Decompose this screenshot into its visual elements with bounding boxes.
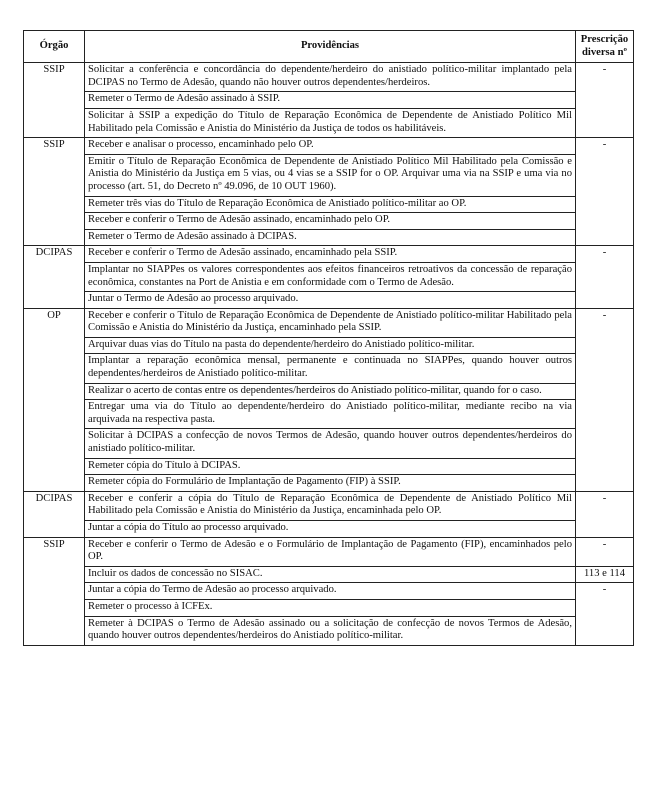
table-row bbox=[24, 599, 634, 616]
providencia-cell: Incluir os dados de concessão no SISAC. bbox=[85, 566, 576, 583]
providencia-cell: Emitir o Título de Reparação Econômica de Dependente de Anistiado Político Mil Habilitado pela Comissão e Anistia do Ministério da Justiça em 5 vias, ou 4 vias se a SSIP for o OP. Arquivar uma via na SSIP e uma via no processo (art. 51, do Decreto nº 49.096, de 10 OUT 1960). bbox=[85, 154, 576, 196]
table-row bbox=[24, 337, 634, 354]
table-row bbox=[24, 308, 634, 337]
providencia-cell: Remeter o processo à ICFEx. bbox=[85, 599, 576, 616]
table-row bbox=[24, 566, 634, 583]
org-cell: SSIP bbox=[24, 138, 85, 246]
providencia-cell: Implantar no SIAPPes os valores correspondentes aos efeitos financeiros retroativos da concessão de reparação econômica, constantes na Port de Anistia e em conformidade com o Termo de Adesão. bbox=[85, 262, 576, 291]
procedures-table bbox=[23, 30, 634, 646]
providencia-cell: Receber e conferir a cópia do Título de Reparação Econômica de Dependente de Anistiado Político Mil Habilitado pela Comissão e Anistia do Ministério da Justiça, encaminhada pelo OP. bbox=[85, 491, 576, 520]
providencia-cell: Solicitar à DCIPAS a confecção de novos Termos de Adesão, quando houver outros dependentes/herdeiros do anistiado político-militar. bbox=[85, 429, 576, 458]
providencia-cell: Remeter à DCIPAS o Termo de Adesão assinado ou a solicitação de confecção de novos Termos de Adesão, quando houver outros dependentes/herdeiros do Anistiado político-militar. bbox=[85, 616, 576, 645]
providencia-cell: Receber e conferir o Termo de Adesão assinado, encaminhado pela SSIP. bbox=[85, 246, 576, 263]
providencia-cell: Juntar a cópia do Título ao processo arquivado. bbox=[85, 521, 576, 538]
table-row bbox=[24, 196, 634, 213]
table-row bbox=[24, 63, 634, 92]
providencia-cell: Remeter três vias do Título de Reparação Econômica de Anistiado político-militar ao OP. bbox=[85, 196, 576, 213]
providencia-cell: Solicitar à SSIP a expedição do Título de Reparação Econômica de Dependente de Anistiado Político Mil Habilitado pela Comissão e Anistia do Ministério da Justiça de todos os habilitáveis. bbox=[85, 108, 576, 137]
providencia-cell: Receber e conferir o Termo de Adesão e o Formulário de Implantação de Pagamento (FIP), encaminhados pelo OP. bbox=[85, 537, 576, 566]
providencia-cell: Juntar o Termo de Adesão ao processo arquivado. bbox=[85, 292, 576, 309]
prescricao-cell: - bbox=[576, 583, 634, 645]
prescricao-cell: - bbox=[576, 138, 634, 246]
table-row bbox=[24, 292, 634, 309]
providencia-cell: Remeter cópia do Título à DCIPAS. bbox=[85, 458, 576, 475]
org-cell: DCIPAS bbox=[24, 491, 85, 537]
table-row bbox=[24, 537, 634, 566]
prescricao-cell: - bbox=[576, 308, 634, 491]
table-row bbox=[24, 383, 634, 400]
table-row bbox=[24, 108, 634, 137]
table-row bbox=[24, 521, 634, 538]
table-row bbox=[24, 400, 634, 429]
providencia-cell: Arquivar duas vias do Título na pasta do dependente/herdeiro do Anistiado político-militar. bbox=[85, 337, 576, 354]
table-row bbox=[24, 458, 634, 475]
table-row bbox=[24, 429, 634, 458]
header-providencias: Providências bbox=[85, 31, 576, 63]
org-cell: SSIP bbox=[24, 537, 85, 645]
table-row bbox=[24, 92, 634, 109]
prescricao-cell: - bbox=[576, 537, 634, 566]
table-row bbox=[24, 246, 634, 263]
org-cell: DCIPAS bbox=[24, 246, 85, 308]
table-row bbox=[24, 354, 634, 383]
providencia-cell: Juntar a cópia do Termo de Adesão ao processo arquivado. bbox=[85, 583, 576, 600]
table-row bbox=[24, 138, 634, 155]
providencia-cell: Entregar uma via do Título ao dependente/herdeiro do Anistiado político-militar, mediante recibo na via arquivada na respectiva pasta. bbox=[85, 400, 576, 429]
header-prescricao: Prescrição diversa nº bbox=[576, 31, 634, 63]
providencia-cell: Realizar o acerto de contas entre os dependentes/herdeiros do Anistiado político-militar, quando for o caso. bbox=[85, 383, 576, 400]
table-row bbox=[24, 262, 634, 291]
prescricao-cell: - bbox=[576, 491, 634, 537]
providencia-cell: Implantar a reparação econômica mensal, permanente e continuada no SIAPPes, quando houver outros dependentes/herdeiros de Anistiado político-militar. bbox=[85, 354, 576, 383]
providencia-cell: Receber e analisar o processo, encaminhado pelo OP. bbox=[85, 138, 576, 155]
providencia-cell: Remeter cópia do Formulário de Implantação de Pagamento (FIP) à SSIP. bbox=[85, 475, 576, 492]
org-cell: SSIP bbox=[24, 63, 85, 138]
providencia-cell: Remeter o Termo de Adesão assinado à DCIPAS. bbox=[85, 229, 576, 246]
providencia-cell: Receber e conferir o Título de Reparação Econômica de Dependente de Anistiado político-militar Habilitado pela Comissão e Anistia do Ministério da Justiça, encaminhado pela SSIP. bbox=[85, 308, 576, 337]
table-row bbox=[24, 491, 634, 520]
prescricao-cell: - bbox=[576, 246, 634, 308]
table-row bbox=[24, 475, 634, 492]
providencia-cell: Solicitar a conferência e concordância do dependente/herdeiro do anistiado político-militar implantado pela DCIPAS no Termo de Adesão, quando não houver outros dependentes/herdeiros. bbox=[85, 63, 576, 92]
header-orgao: Órgão bbox=[24, 31, 85, 63]
org-cell: OP bbox=[24, 308, 85, 491]
prescricao-cell: - bbox=[576, 63, 634, 138]
table-header-row bbox=[24, 31, 634, 63]
providencia-cell: Receber e conferir o Termo de Adesão assinado, encaminhado pelo OP. bbox=[85, 213, 576, 230]
table-row bbox=[24, 616, 634, 645]
providencia-cell: Remeter o Termo de Adesão assinado à SSIP. bbox=[85, 92, 576, 109]
prescricao-cell: 113 e 114 bbox=[576, 566, 634, 583]
table-row bbox=[24, 154, 634, 196]
table-row bbox=[24, 229, 634, 246]
table-row bbox=[24, 583, 634, 600]
table-row bbox=[24, 213, 634, 230]
